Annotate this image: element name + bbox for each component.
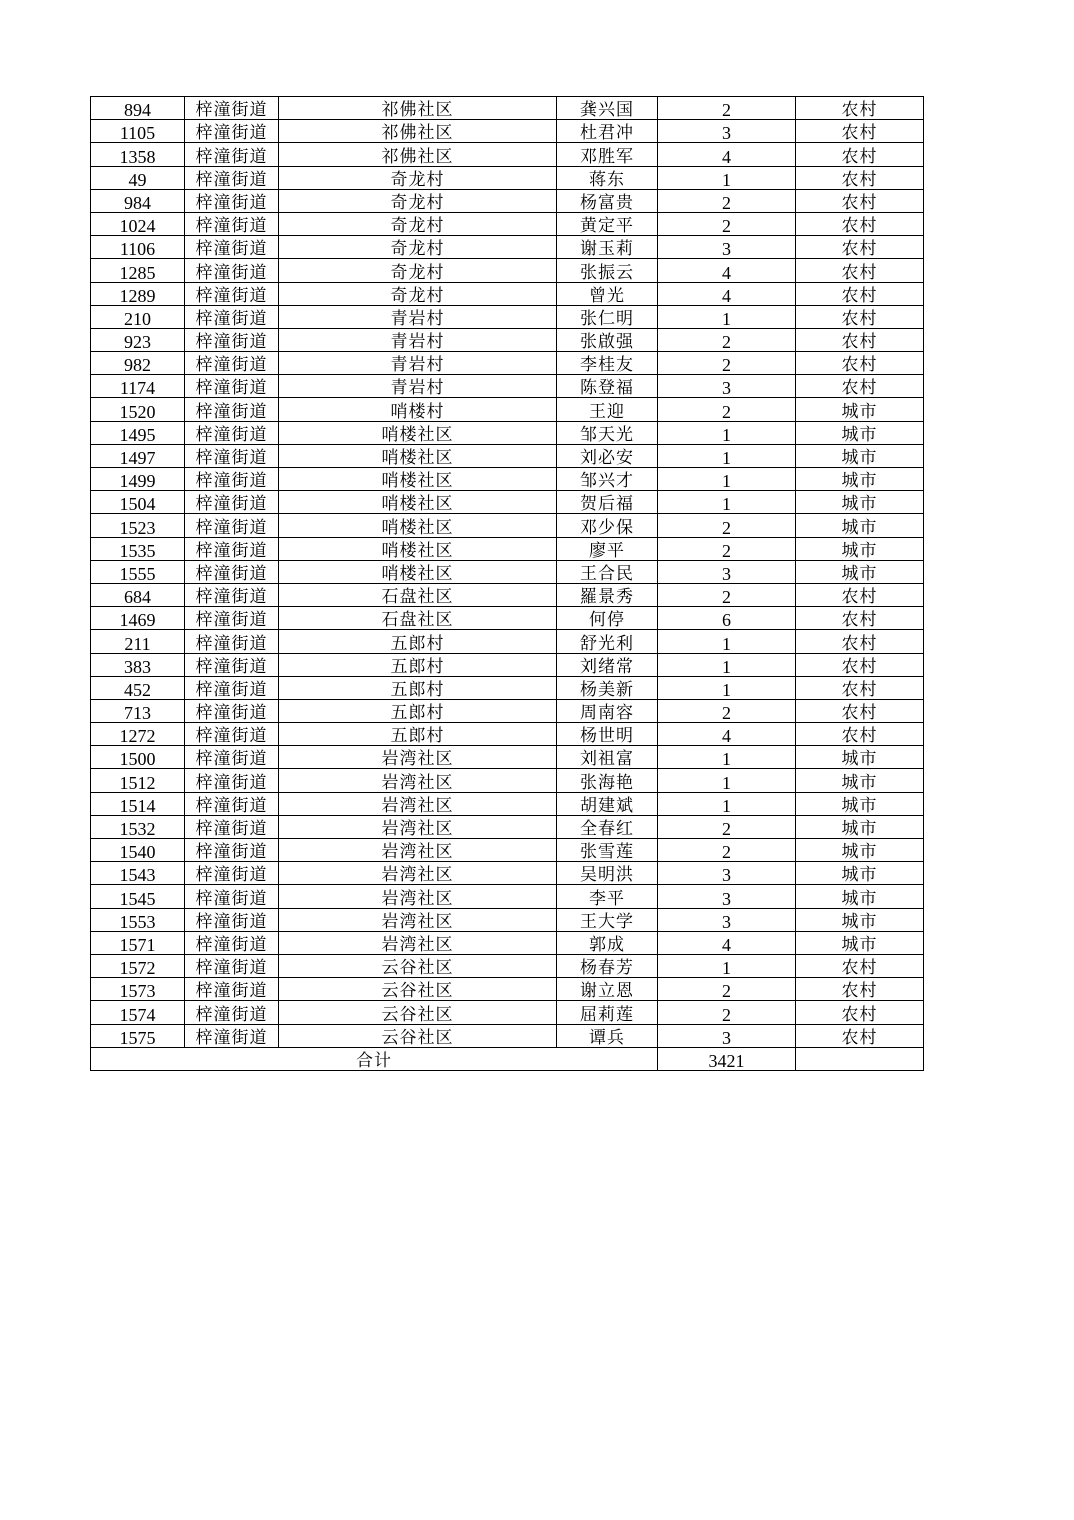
type-cell: 农村 (796, 954, 924, 977)
street-cell: 梓潼街道 (185, 699, 279, 722)
id-cell: 1572 (91, 954, 185, 977)
count-cell: 4 (658, 931, 796, 954)
community-cell: 哨楼社区 (279, 468, 557, 491)
street-cell: 梓潼街道 (185, 839, 279, 862)
count-cell: 2 (658, 839, 796, 862)
name-cell: 邹天光 (557, 421, 658, 444)
count-cell: 3 (658, 236, 796, 259)
name-cell: 刘祖富 (557, 746, 658, 769)
table-row (91, 305, 924, 328)
street-cell: 梓潼街道 (185, 862, 279, 885)
name-cell: 陈登福 (557, 375, 658, 398)
type-cell: 城市 (796, 839, 924, 862)
count-cell: 6 (658, 607, 796, 630)
table-row (91, 282, 924, 305)
id-cell: 713 (91, 699, 185, 722)
id-cell: 1105 (91, 120, 185, 143)
name-cell: 张海艳 (557, 769, 658, 792)
table-row (91, 97, 924, 120)
community-cell: 奇龙村 (279, 282, 557, 305)
community-cell: 哨楼社区 (279, 421, 557, 444)
id-cell: 452 (91, 676, 185, 699)
count-cell: 3 (658, 885, 796, 908)
table-row (91, 723, 924, 746)
type-cell: 城市 (796, 444, 924, 467)
community-cell: 奇龙村 (279, 259, 557, 282)
type-cell: 农村 (796, 143, 924, 166)
community-cell: 祁佛社区 (279, 120, 557, 143)
id-cell: 1545 (91, 885, 185, 908)
type-cell: 城市 (796, 398, 924, 421)
name-cell: 贺后福 (557, 491, 658, 514)
community-cell: 五郎村 (279, 653, 557, 676)
table-row (91, 885, 924, 908)
type-cell: 农村 (796, 259, 924, 282)
name-cell: 刘必安 (557, 444, 658, 467)
count-cell: 2 (658, 514, 796, 537)
id-cell: 1555 (91, 560, 185, 583)
id-cell: 211 (91, 630, 185, 653)
street-cell: 梓潼街道 (185, 978, 279, 1001)
table-row (91, 375, 924, 398)
name-cell: 李桂友 (557, 352, 658, 375)
table-row (91, 792, 924, 815)
community-cell: 云谷社区 (279, 978, 557, 1001)
type-cell: 农村 (796, 375, 924, 398)
table-row (91, 978, 924, 1001)
table-row (91, 514, 924, 537)
id-cell: 210 (91, 305, 185, 328)
table-row (91, 630, 924, 653)
street-cell: 梓潼街道 (185, 468, 279, 491)
type-cell: 城市 (796, 746, 924, 769)
type-cell: 农村 (796, 352, 924, 375)
community-cell: 岩湾社区 (279, 931, 557, 954)
street-cell: 梓潼街道 (185, 328, 279, 351)
street-cell: 梓潼街道 (185, 97, 279, 120)
total-empty-cell (796, 1047, 924, 1070)
community-cell: 岩湾社区 (279, 792, 557, 815)
count-cell: 2 (658, 978, 796, 1001)
id-cell: 1358 (91, 143, 185, 166)
street-cell: 梓潼街道 (185, 583, 279, 606)
community-cell: 祁佛社区 (279, 97, 557, 120)
name-cell: 谢玉莉 (557, 236, 658, 259)
street-cell: 梓潼街道 (185, 421, 279, 444)
street-cell: 梓潼街道 (185, 212, 279, 235)
name-cell: 舒光利 (557, 630, 658, 653)
community-cell: 岩湾社区 (279, 908, 557, 931)
name-cell: 吴明洪 (557, 862, 658, 885)
type-cell: 城市 (796, 421, 924, 444)
name-cell: 邓胜军 (557, 143, 658, 166)
count-cell: 1 (658, 468, 796, 491)
community-cell: 奇龙村 (279, 189, 557, 212)
type-cell: 农村 (796, 236, 924, 259)
table-row (91, 444, 924, 467)
type-cell: 城市 (796, 931, 924, 954)
table-row (91, 421, 924, 444)
name-cell: 杨美新 (557, 676, 658, 699)
street-cell: 梓潼街道 (185, 653, 279, 676)
count-cell: 1 (658, 746, 796, 769)
type-cell: 城市 (796, 815, 924, 838)
name-cell: 邓少保 (557, 514, 658, 537)
name-cell: 胡建斌 (557, 792, 658, 815)
table-row (91, 1024, 924, 1047)
table-row (91, 815, 924, 838)
table-row (91, 862, 924, 885)
street-cell: 梓潼街道 (185, 491, 279, 514)
street-cell: 梓潼街道 (185, 815, 279, 838)
name-cell: 郭成 (557, 931, 658, 954)
street-cell: 梓潼街道 (185, 143, 279, 166)
community-cell: 岩湾社区 (279, 839, 557, 862)
table-row (91, 143, 924, 166)
count-cell: 4 (658, 282, 796, 305)
table-row (91, 954, 924, 977)
street-cell: 梓潼街道 (185, 352, 279, 375)
id-cell: 1573 (91, 978, 185, 1001)
table-row (91, 560, 924, 583)
street-cell: 梓潼街道 (185, 189, 279, 212)
count-cell: 1 (658, 792, 796, 815)
name-cell: 张啟强 (557, 328, 658, 351)
community-cell: 石盘社区 (279, 607, 557, 630)
count-cell: 2 (658, 352, 796, 375)
id-cell: 49 (91, 166, 185, 189)
community-cell: 哨楼社区 (279, 491, 557, 514)
type-cell: 农村 (796, 212, 924, 235)
table-row (91, 1001, 924, 1024)
type-cell: 城市 (796, 769, 924, 792)
count-cell: 4 (658, 143, 796, 166)
community-cell: 哨楼社区 (279, 537, 557, 560)
type-cell: 城市 (796, 885, 924, 908)
name-cell: 杨春芳 (557, 954, 658, 977)
table-row (91, 746, 924, 769)
id-cell: 1540 (91, 839, 185, 862)
table-row (91, 607, 924, 630)
name-cell: 谭兵 (557, 1024, 658, 1047)
community-cell: 五郎村 (279, 676, 557, 699)
id-cell: 1469 (91, 607, 185, 630)
table-row (91, 212, 924, 235)
table-row (91, 491, 924, 514)
type-cell: 城市 (796, 908, 924, 931)
id-cell: 1553 (91, 908, 185, 931)
count-cell: 1 (658, 421, 796, 444)
type-cell: 农村 (796, 583, 924, 606)
total-value: 3421 (658, 1047, 796, 1070)
id-cell: 1535 (91, 537, 185, 560)
count-cell: 2 (658, 699, 796, 722)
name-cell: 全春红 (557, 815, 658, 838)
street-cell: 梓潼街道 (185, 120, 279, 143)
table-row (91, 537, 924, 560)
id-cell: 684 (91, 583, 185, 606)
id-cell: 1495 (91, 421, 185, 444)
street-cell: 梓潼街道 (185, 746, 279, 769)
street-cell: 梓潼街道 (185, 954, 279, 977)
table-row (91, 908, 924, 931)
table-row (91, 120, 924, 143)
name-cell: 谢立恩 (557, 978, 658, 1001)
name-cell: 刘绪常 (557, 653, 658, 676)
type-cell: 农村 (796, 630, 924, 653)
id-cell: 982 (91, 352, 185, 375)
id-cell: 923 (91, 328, 185, 351)
count-cell: 1 (658, 305, 796, 328)
street-cell: 梓潼街道 (185, 236, 279, 259)
community-cell: 岩湾社区 (279, 815, 557, 838)
street-cell: 梓潼街道 (185, 259, 279, 282)
community-cell: 奇龙村 (279, 166, 557, 189)
street-cell: 梓潼街道 (185, 537, 279, 560)
street-cell: 梓潼街道 (185, 398, 279, 421)
count-cell: 2 (658, 583, 796, 606)
id-cell: 1024 (91, 212, 185, 235)
table-row (91, 328, 924, 351)
id-cell: 1106 (91, 236, 185, 259)
id-cell: 1514 (91, 792, 185, 815)
name-cell: 屈莉莲 (557, 1001, 658, 1024)
name-cell: 张仁明 (557, 305, 658, 328)
table-row (91, 352, 924, 375)
community-cell: 岩湾社区 (279, 862, 557, 885)
type-cell: 城市 (796, 560, 924, 583)
id-cell: 1499 (91, 468, 185, 491)
name-cell: 蒋东 (557, 166, 658, 189)
community-cell: 哨楼社区 (279, 514, 557, 537)
table-body (91, 97, 924, 1048)
community-cell: 奇龙村 (279, 212, 557, 235)
count-cell: 1 (658, 166, 796, 189)
community-cell: 云谷社区 (279, 954, 557, 977)
community-cell: 青岩村 (279, 305, 557, 328)
name-cell: 龚兴国 (557, 97, 658, 120)
id-cell: 1575 (91, 1024, 185, 1047)
type-cell: 农村 (796, 1024, 924, 1047)
street-cell: 梓潼街道 (185, 630, 279, 653)
street-cell: 梓潼街道 (185, 166, 279, 189)
total-label: 合计 (91, 1047, 658, 1070)
table-row (91, 259, 924, 282)
count-cell: 2 (658, 815, 796, 838)
street-cell: 梓潼街道 (185, 514, 279, 537)
count-cell: 2 (658, 189, 796, 212)
community-cell: 青岩村 (279, 328, 557, 351)
type-cell: 城市 (796, 491, 924, 514)
street-cell: 梓潼街道 (185, 305, 279, 328)
street-cell: 梓潼街道 (185, 676, 279, 699)
id-cell: 1571 (91, 931, 185, 954)
count-cell: 1 (658, 676, 796, 699)
count-cell: 3 (658, 1024, 796, 1047)
community-cell: 石盘社区 (279, 583, 557, 606)
name-cell: 杜君冲 (557, 120, 658, 143)
id-cell: 1272 (91, 723, 185, 746)
count-cell: 3 (658, 120, 796, 143)
type-cell: 城市 (796, 862, 924, 885)
name-cell: 杨世明 (557, 723, 658, 746)
count-cell: 1 (658, 444, 796, 467)
community-cell: 岩湾社区 (279, 769, 557, 792)
community-cell: 五郎村 (279, 699, 557, 722)
type-cell: 城市 (796, 514, 924, 537)
type-cell: 农村 (796, 120, 924, 143)
id-cell: 1532 (91, 815, 185, 838)
street-cell: 梓潼街道 (185, 723, 279, 746)
id-cell: 984 (91, 189, 185, 212)
name-cell: 何停 (557, 607, 658, 630)
street-cell: 梓潼街道 (185, 607, 279, 630)
count-cell: 2 (658, 328, 796, 351)
name-cell: 张雪莲 (557, 839, 658, 862)
id-cell: 1543 (91, 862, 185, 885)
count-cell: 3 (658, 862, 796, 885)
id-cell: 1285 (91, 259, 185, 282)
street-cell: 梓潼街道 (185, 931, 279, 954)
street-cell: 梓潼街道 (185, 1001, 279, 1024)
type-cell: 城市 (796, 468, 924, 491)
street-cell: 梓潼街道 (185, 560, 279, 583)
name-cell: 王大学 (557, 908, 658, 931)
table-row (91, 166, 924, 189)
count-cell: 3 (658, 560, 796, 583)
community-cell: 奇龙村 (279, 236, 557, 259)
type-cell: 农村 (796, 97, 924, 120)
community-cell: 哨楼社区 (279, 444, 557, 467)
type-cell: 城市 (796, 537, 924, 560)
count-cell: 1 (658, 954, 796, 977)
name-cell: 黄定平 (557, 212, 658, 235)
type-cell: 农村 (796, 978, 924, 1001)
table-row (91, 468, 924, 491)
street-cell: 梓潼街道 (185, 375, 279, 398)
table-row (91, 931, 924, 954)
community-cell: 云谷社区 (279, 1024, 557, 1047)
type-cell: 农村 (796, 305, 924, 328)
id-cell: 894 (91, 97, 185, 120)
community-cell: 岩湾社区 (279, 746, 557, 769)
street-cell: 梓潼街道 (185, 769, 279, 792)
count-cell: 2 (658, 212, 796, 235)
type-cell: 农村 (796, 328, 924, 351)
table-row (91, 653, 924, 676)
id-cell: 1289 (91, 282, 185, 305)
count-cell: 2 (658, 1001, 796, 1024)
id-cell: 1504 (91, 491, 185, 514)
type-cell: 农村 (796, 607, 924, 630)
community-cell: 青岩村 (279, 375, 557, 398)
type-cell: 农村 (796, 189, 924, 212)
id-cell: 1497 (91, 444, 185, 467)
community-cell: 哨楼村 (279, 398, 557, 421)
table-row (91, 583, 924, 606)
table-row (91, 839, 924, 862)
street-cell: 梓潼街道 (185, 908, 279, 931)
table-row (91, 676, 924, 699)
id-cell: 1523 (91, 514, 185, 537)
count-cell: 1 (658, 769, 796, 792)
name-cell: 王合民 (557, 560, 658, 583)
type-cell: 农村 (796, 676, 924, 699)
count-cell: 1 (658, 630, 796, 653)
id-cell: 1512 (91, 769, 185, 792)
type-cell: 农村 (796, 723, 924, 746)
id-cell: 1174 (91, 375, 185, 398)
type-cell: 农村 (796, 653, 924, 676)
count-cell: 3 (658, 375, 796, 398)
count-cell: 2 (658, 97, 796, 120)
street-cell: 梓潼街道 (185, 885, 279, 908)
community-cell: 岩湾社区 (279, 885, 557, 908)
type-cell: 农村 (796, 1001, 924, 1024)
count-cell: 2 (658, 398, 796, 421)
count-cell: 2 (658, 537, 796, 560)
table-row (91, 236, 924, 259)
community-cell: 五郎村 (279, 723, 557, 746)
community-cell: 云谷社区 (279, 1001, 557, 1024)
street-cell: 梓潼街道 (185, 792, 279, 815)
id-cell: 1520 (91, 398, 185, 421)
community-cell: 祁佛社区 (279, 143, 557, 166)
type-cell: 农村 (796, 166, 924, 189)
table-row (91, 398, 924, 421)
name-cell: 李平 (557, 885, 658, 908)
count-cell: 3 (658, 908, 796, 931)
community-cell: 哨楼社区 (279, 560, 557, 583)
name-cell: 邹兴才 (557, 468, 658, 491)
name-cell: 羅景秀 (557, 583, 658, 606)
data-table (90, 96, 924, 1071)
type-cell: 农村 (796, 282, 924, 305)
id-cell: 383 (91, 653, 185, 676)
street-cell: 梓潼街道 (185, 1024, 279, 1047)
type-cell: 农村 (796, 699, 924, 722)
table-row (91, 189, 924, 212)
street-cell: 梓潼街道 (185, 282, 279, 305)
total-row (91, 1047, 924, 1070)
id-cell: 1574 (91, 1001, 185, 1024)
name-cell: 张振云 (557, 259, 658, 282)
table-row (91, 769, 924, 792)
count-cell: 1 (658, 491, 796, 514)
community-cell: 青岩村 (279, 352, 557, 375)
type-cell: 城市 (796, 792, 924, 815)
count-cell: 1 (658, 653, 796, 676)
count-cell: 4 (658, 723, 796, 746)
id-cell: 1500 (91, 746, 185, 769)
street-cell: 梓潼街道 (185, 444, 279, 467)
count-cell: 4 (658, 259, 796, 282)
community-cell: 五郎村 (279, 630, 557, 653)
name-cell: 曾光 (557, 282, 658, 305)
table-row (91, 699, 924, 722)
name-cell: 周南容 (557, 699, 658, 722)
name-cell: 王迎 (557, 398, 658, 421)
name-cell: 廖平 (557, 537, 658, 560)
name-cell: 杨富贵 (557, 189, 658, 212)
